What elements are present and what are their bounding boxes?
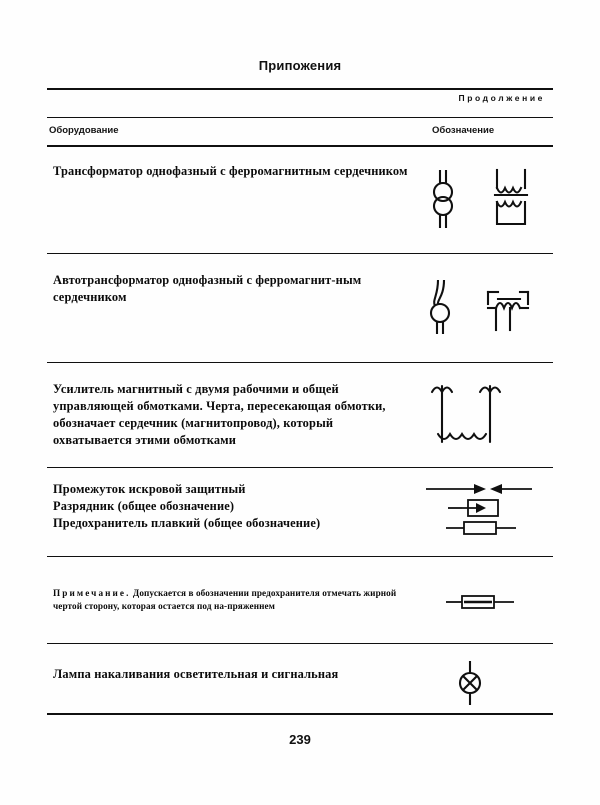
header-rule-bottom xyxy=(47,145,553,147)
fuse-bold-side-symbol xyxy=(446,592,520,612)
magnetic-amplifier-symbol xyxy=(428,380,518,450)
continuation-label: Продолжение xyxy=(458,93,545,103)
row-divider-2 xyxy=(47,362,553,363)
table-row-text: Лампа накаливания осветительная и сигнальная xyxy=(53,667,339,681)
table-row-line: Разрядник (общее обозначение) xyxy=(53,499,235,513)
fuse-symbol xyxy=(446,518,520,538)
header-rule-top xyxy=(47,88,553,90)
table-row-text: Трансформатор однофазный с ферромагнитным сердечником xyxy=(53,164,408,178)
table-row-text: Автотрансформатор однофазный с ферромагнит-ным сердечником xyxy=(53,273,362,304)
table-rule-bottom xyxy=(47,713,553,715)
table-row-line: Промежуток искровой защитный xyxy=(53,482,246,496)
autotransformer-coil-core-symbol xyxy=(484,286,540,334)
transformer-coils-core-symbol xyxy=(489,168,537,230)
row-divider-1 xyxy=(47,253,553,254)
table-row-note xyxy=(53,587,425,612)
arrester-symbol xyxy=(448,497,518,519)
column-header-equipment: Оборудование xyxy=(49,125,119,136)
note-body-text: Допускается в обозначении предохранителя отмечать жирной чертой сторону, которая остается под на-пряженнем xyxy=(53,588,397,611)
row-divider-5 xyxy=(47,643,553,644)
incandescent-lamp-symbol xyxy=(452,659,492,707)
autotransformer-circle-tap-symbol xyxy=(424,278,464,336)
note-lead-label: Примечание. xyxy=(53,588,131,598)
transformer-two-circles-symbol xyxy=(424,168,464,230)
column-header-designation: Обозначение xyxy=(432,125,495,136)
page-title: Припожения xyxy=(258,58,342,73)
row-divider-3 xyxy=(47,467,553,468)
row-divider-4 xyxy=(47,556,553,557)
page-number: 239 xyxy=(289,732,311,747)
spark-gap-symbol xyxy=(426,480,536,498)
table-row-text xyxy=(53,481,408,532)
table-row-line: Предохранитель плавкий (общее обозначение) xyxy=(53,516,321,530)
table-row-text: Усилитель магнитный с двумя рабочими и общей управляющей обмотками. Черта, пересекающая обмотки, обозначает сердечник (магнитопровод), который охватывается этими обмотками xyxy=(53,382,386,447)
header-rule-mid xyxy=(47,117,553,118)
